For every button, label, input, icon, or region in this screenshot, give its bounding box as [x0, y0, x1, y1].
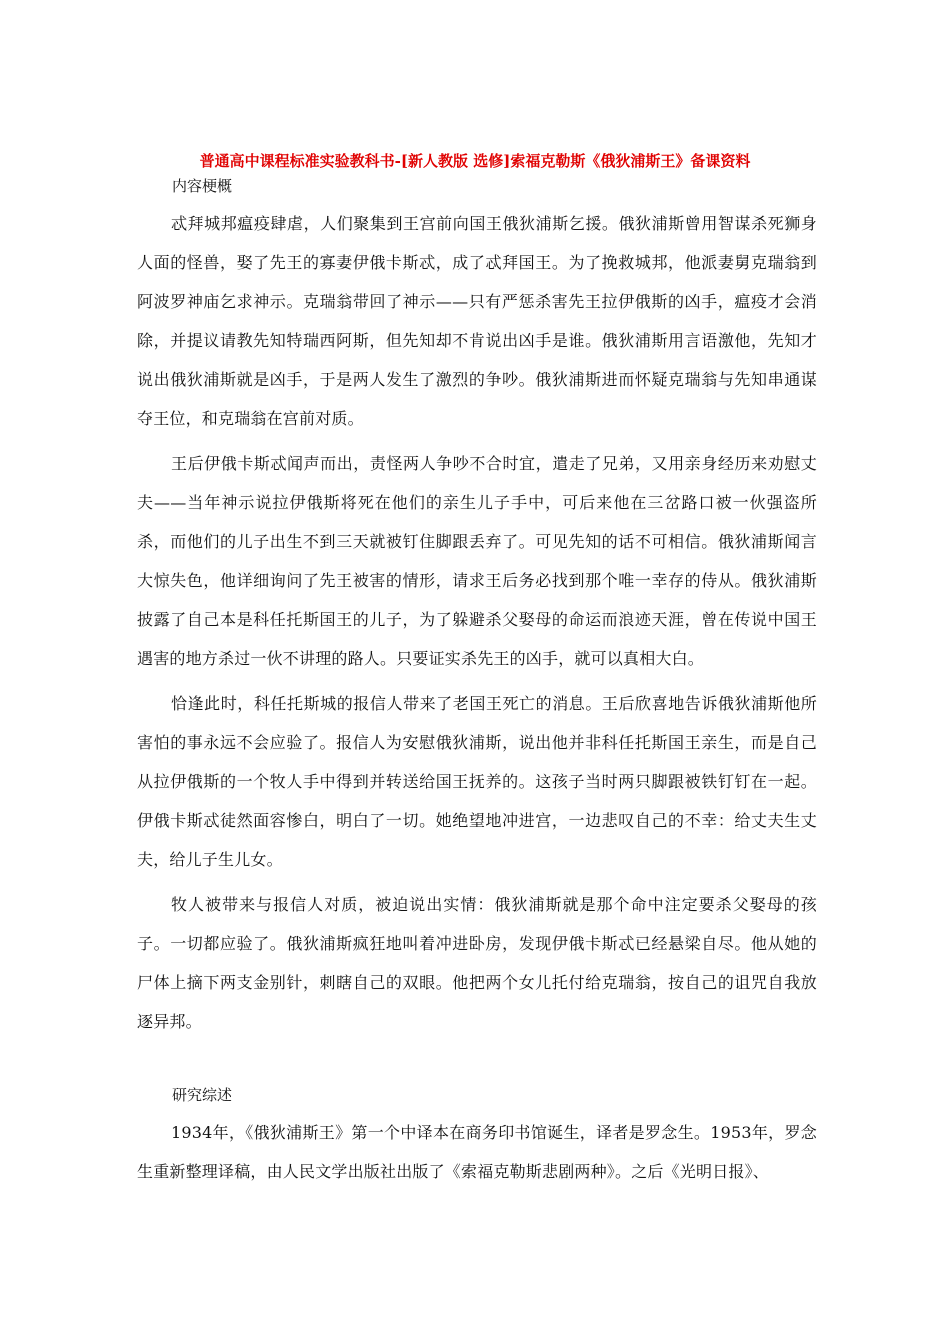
summary-paragraph-4: 牧人被带来与报信人对质，被迫说出实情：俄狄浦斯就是那个命中注定要杀父娶母的孩子。一切都应验了。俄狄浦斯疯狂地叫着冲进卧房，发现伊俄卡斯忒已经悬梁自尽。他从她的尸体上摘下两支金别针，刺瞎自己的双眼。他把两个女儿托付给克瑞翁，按自己的诅咒自我放逐异邦。: [137, 895, 817, 1031]
summary-paragraph-3: 恰逢此时，科任托斯城的报信人带来了老国王死亡的消息。王后欣喜地告诉俄狄浦斯他所害怕的事永远不会应验了。报信人为安慰俄狄浦斯，说出他并非科任托斯国王亲生，而是自己从拉伊俄斯的一个牧人手中得到并转送给国王抚养的。这孩子当时两只脚跟被铁钉钉在一起。伊俄卡斯忒徒然面容惨白，明白了一切。她绝望地冲进宫，一边悲叹自己的不幸：给丈夫生丈夫，给儿子生儿女。: [137, 694, 817, 869]
research-paragraph-1: 1934年，《俄狄浦斯王》第一个中译本在商务印书馆诞生，译者是罗念生。1953年，罗念生重新整理译稿，由人民文学出版社出版了《索福克勒斯悲剧两种》。之后《光明日报》、: [137, 1123, 817, 1181]
document-title: 普通高中课程标准实验教科书-[新人教版 选修]索福克勒斯《俄狄浦斯王》备课资料: [199, 152, 751, 170]
summary-paragraph-2: 王后伊俄卡斯忒闻声而出，责怪两人争吵不合时宜，遣走了兄弟，又用亲身经历来劝慰丈夫——当年神示说拉伊俄斯将死在他们的亲生儿子手中，可后来他在三岔路口被一伙强盗所杀，而他们的儿子出生不到三天就被钉住脚跟丢弃了。可见先知的话不可相信。俄狄浦斯闻言大惊失色，他详细询问了先王被害的情形，请求王后务必找到那个唯一幸存的侍从。俄狄浦斯披露了自己本是科任托斯国王的儿子，为了躲避杀父娶母的命运而浪迹天涯，曾在传说中国王遇害的地方杀过一伙不讲理的路人。只要证实杀先王的凶手，就可以真相大白。: [137, 454, 817, 668]
section-heading-summary: 内容梗概: [172, 177, 233, 195]
summary-paragraph-1: 忒拜城邦瘟疫肆虐，人们聚集到王宫前向国王俄狄浦斯乞援。俄狄浦斯曾用智谋杀死狮身人面的怪兽，娶了先王的寡妻伊俄卡斯忒，成了忒拜国王。为了挽救城邦，他派妻舅克瑞翁到阿波罗神庙乞求神示。克瑞翁带回了神示——只有严惩杀害先王拉伊俄斯的凶手，瘟疫才会消除，并提议请教先知特瑞西阿斯，但先知却不肯说出凶手是谁。俄狄浦斯用言语激他，先知才说出俄狄浦斯就是凶手，于是两人发生了激烈的争吵。俄狄浦斯进而怀疑克瑞翁与先知串通谋夺王位，和克瑞翁在宫前对质。: [137, 214, 817, 428]
section-heading-research: 研究综述: [172, 1086, 233, 1104]
